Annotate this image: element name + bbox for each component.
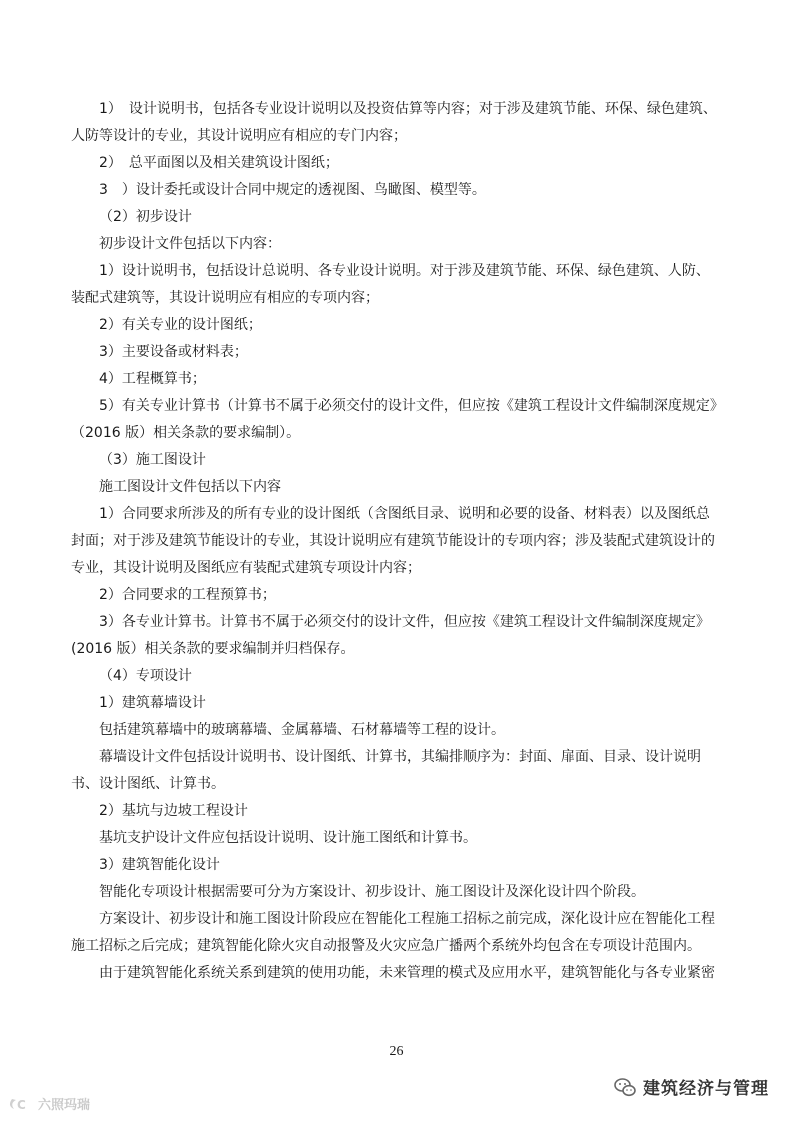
heading-special-design: （4）专项设计 xyxy=(99,668,192,684)
heading-preliminary-design: （2）初步设计 xyxy=(99,209,192,225)
paragraph-construction-item-3: 3）各专业计算书。计算书不属于必须交付的设计文件，但应按《建筑工程设计文件编制深度规定》(2016 版）相关条款的要求编制并归档保存。 xyxy=(71,614,710,657)
watermark xyxy=(8,1094,90,1113)
paragraph-construction-item-1: 1）合同要求所涉及的所有专业的设计图纸（含图纸目录、说明和必要的设备、材料表）以及图纸总封面；对于涉及建筑节能设计的专业，其设计说明应有建筑节能设计的专项内容；涉及装配式建筑设计的专业，其设计说明及图纸应有装配式建筑专项设计内容； xyxy=(71,506,715,576)
watermark-logo-icon xyxy=(8,1095,34,1113)
wechat-account-badge xyxy=(613,1074,769,1099)
heading-construction-drawing: （3）施工图设计 xyxy=(99,452,206,468)
paragraph-construction-intro: 施工图设计文件包括以下内容 xyxy=(99,479,281,495)
paragraph-scheme-item-1: 1） 设计说明书，包括各专业设计说明以及投资估算等内容；对于涉及建筑节能、环保、绿色建筑、人防等设计的专业，其设计说明应有相应的专门内容； xyxy=(71,101,717,144)
heading-curtain-wall: 1）建筑幕墙设计 xyxy=(99,695,206,711)
paragraph-preliminary-item-1: 1）设计说明书，包括设计总说明、各专业设计说明。对于涉及建筑节能、环保、绿色建筑、人防、装配式建筑等，其设计说明应有相应的专项内容； xyxy=(71,263,710,306)
paragraph-construction-item-2: 2）合同要求的工程预算书； xyxy=(99,587,276,603)
paragraph-preliminary-item-5: 5）有关专业计算书（计算书不属于必须交付的设计文件，但应按《建筑工程设计文件编制深度规定》（2016 版）相关条款的要求编制）。 xyxy=(71,398,717,441)
heading-foundation-pit: 2）基坑与边坡工程设计 xyxy=(99,803,248,819)
paragraph-curtain-wall-docs: 幕墙设计文件包括设计说明书、设计图纸、计算书，其编排顺序为：封面、扉面、目录、设计说明书、设计图纸、计算书。 xyxy=(71,749,701,792)
paragraph-scheme-item-2: 2） 总平面图以及相关建筑设计图纸； xyxy=(99,155,339,171)
svg-text:C: C xyxy=(17,1097,26,1112)
document-body xyxy=(71,96,723,987)
paragraph-preliminary-intro: 初步设计文件包括以下内容： xyxy=(99,236,281,252)
wechat-icon xyxy=(613,1075,637,1099)
paragraph-preliminary-item-2: 2）有关专业的设计图纸； xyxy=(99,317,262,333)
paragraph-preliminary-item-3: 3）主要设备或材料表； xyxy=(99,344,248,360)
paragraph-intelligent-relations: 由于建筑智能化系统关系到建筑的使用功能，未来管理的模式及应用水平，建筑智能化与各专业紧密 xyxy=(99,965,715,981)
paragraph-intelligent-stages: 智能化专项设计根据需要可分为方案设计、初步设计、施工图设计及深化设计四个阶段。 xyxy=(99,884,645,900)
heading-intelligent-building: 3）建筑智能化设计 xyxy=(99,857,220,873)
paragraph-intelligent-timing: 方案设计、初步设计和施工图设计阶段应在智能化工程施工招标之前完成，深化设计应在智能化工程施工招标之后完成；建筑智能化除火灾自动报警及火灾应急广播两个系统外均包含在专项设计范围内。 xyxy=(71,911,715,954)
watermark-text: 六照玛瑞 xyxy=(38,1098,91,1113)
paragraph-curtain-wall-scope: 包括建筑幕墙中的玻璃幕墙、金属幕墙、石材幕墙等工程的设计。 xyxy=(99,722,505,738)
paragraph-preliminary-item-4: 4）工程概算书； xyxy=(99,371,206,387)
wechat-account-name: 建筑经济与管理 xyxy=(643,1079,769,1099)
paragraph-foundation-pit-docs: 基坑支护设计文件应包括设计说明、设计施工图纸和计算书。 xyxy=(99,830,477,846)
page-number: 26 xyxy=(389,1044,404,1059)
paragraph-scheme-item-3: 3 ）设计委托或设计合同中规定的透视图、鸟瞰图、模型等。 xyxy=(99,182,486,198)
